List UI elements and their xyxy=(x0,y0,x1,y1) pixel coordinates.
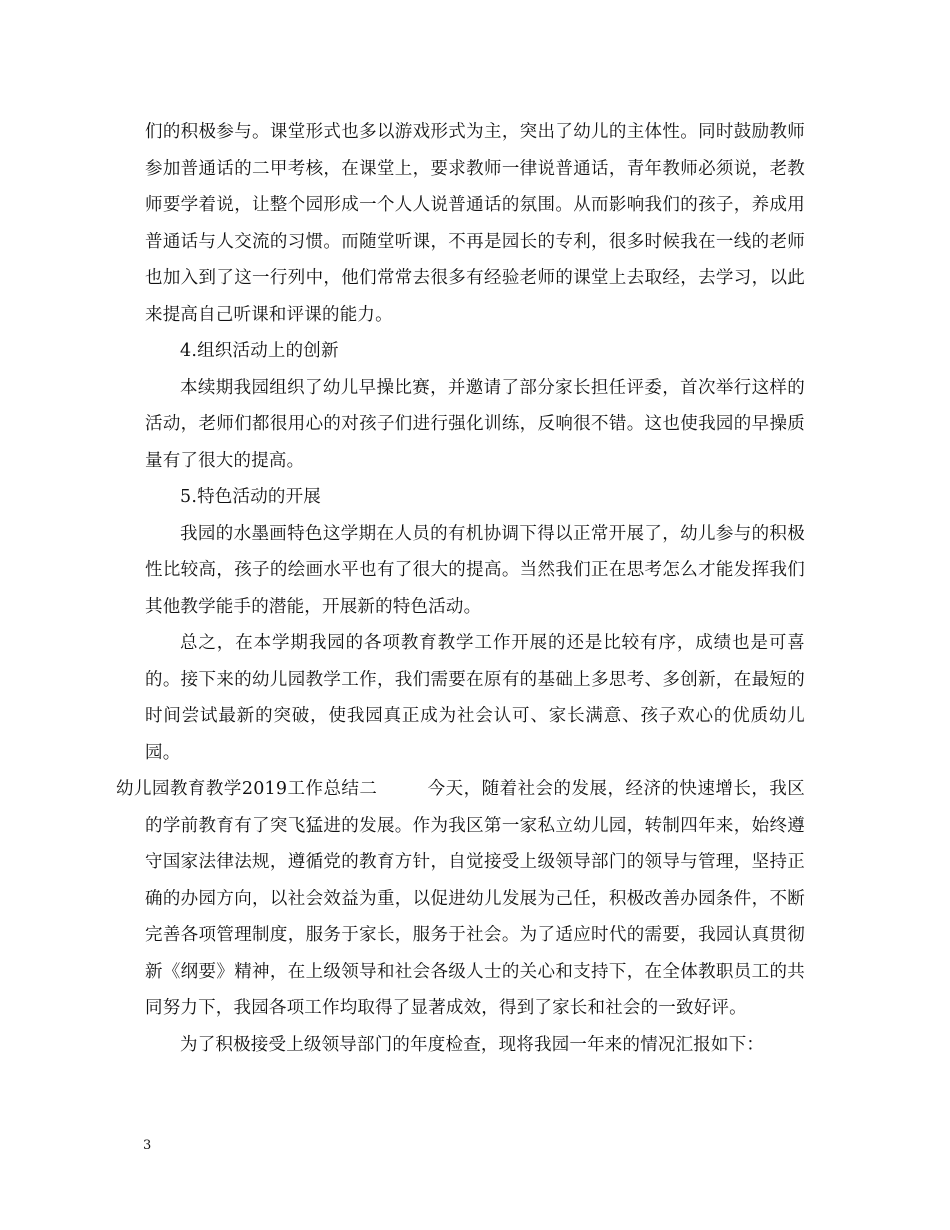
paragraph-morning-exercise: 本续期我园组织了幼儿早操比赛，并邀请了部分家长担任评委，首次举行这样的活动，老师们都很用心的对孩子们进行强化训练，反响很不错。这也使我园的早操质量有了很大的提高。 xyxy=(145,377,805,471)
page-number: 3 xyxy=(143,1138,152,1153)
paragraph-annual-report-intro: 为了积极接受上级领导部门的年度检查，现将我园一年来的情况汇报如下： xyxy=(180,1034,765,1055)
section-two-text: 今天，随着社会的发展，经济的快速增长，我区的学前教育有了突飞猛进的发展。作为我区第一家私立幼儿园，转制四年来，始终遵守国家法律法规，遵循党的教育方针，自觉接受上级领导部门的领导与管理，坚持正确的办园方向，以社会效益为重，以促进幼儿发展为己任，积极改善办园条件，不断完善各项管理制度，服务于家长，服务于社会。为了适应时代的需要，我园认真贯彻新《纲要》精神，在上级领导和社会各级人士的关心和支持下，在全体教职员工的共同努力下，我园各项工作均取得了显著成效，得到了家长和社会的一致好评。 xyxy=(145,779,805,1018)
paragraph-ink-painting: 我园的水墨画特色这学期在人员的有机协调下得以正常开展了，幼儿参与的积极性比较高，孩子的绘画水平也有了很大的提高。当然我们正在思考怎么才能发挥我们其他教学能手的潜能，开展新的特色活动。 xyxy=(145,523,805,617)
heading-activity-innovation: 4.组织活动上的创新 xyxy=(180,341,339,361)
paragraph-classroom-practice: 们的积极参与。课堂形式也多以游戏形式为主，突出了幼儿的主体性。同时鼓励教师参加普通话的二甲考核，在课堂上，要求教师一律说普通话，青年教师必须说，老教师要学着说，让整个园形成一个人人说普通话的氛围。从而影响我们的孩子，养成用普通话与人交流的习惯。而随堂听课，不再是园长的专利，很多时候我在一线的老师也加入到了这一行列中，他们常常去很多有经验老师的课堂上去取经，去学习，以此来提高自己听课和评课的能力。 xyxy=(145,122,805,325)
heading-special-activities: 5.特色活动的开展 xyxy=(180,487,321,507)
paragraph-conclusion: 总之，在本学期我园的各项教育教学工作开展的还是比较有序，成绩也是可喜的。接下来的幼儿园教学工作，我们需要在原有的基础上多思考、多创新，在最短的时间尝试最新的突破，使我园真正成为社会认可、家长满意、孩子欢心的优质幼儿园。 xyxy=(145,633,805,763)
section-two-heading: 幼儿园教育教学2019工作总结二 xyxy=(116,779,378,799)
section-two-paragraph xyxy=(116,771,805,1027)
document-body xyxy=(116,114,805,1063)
